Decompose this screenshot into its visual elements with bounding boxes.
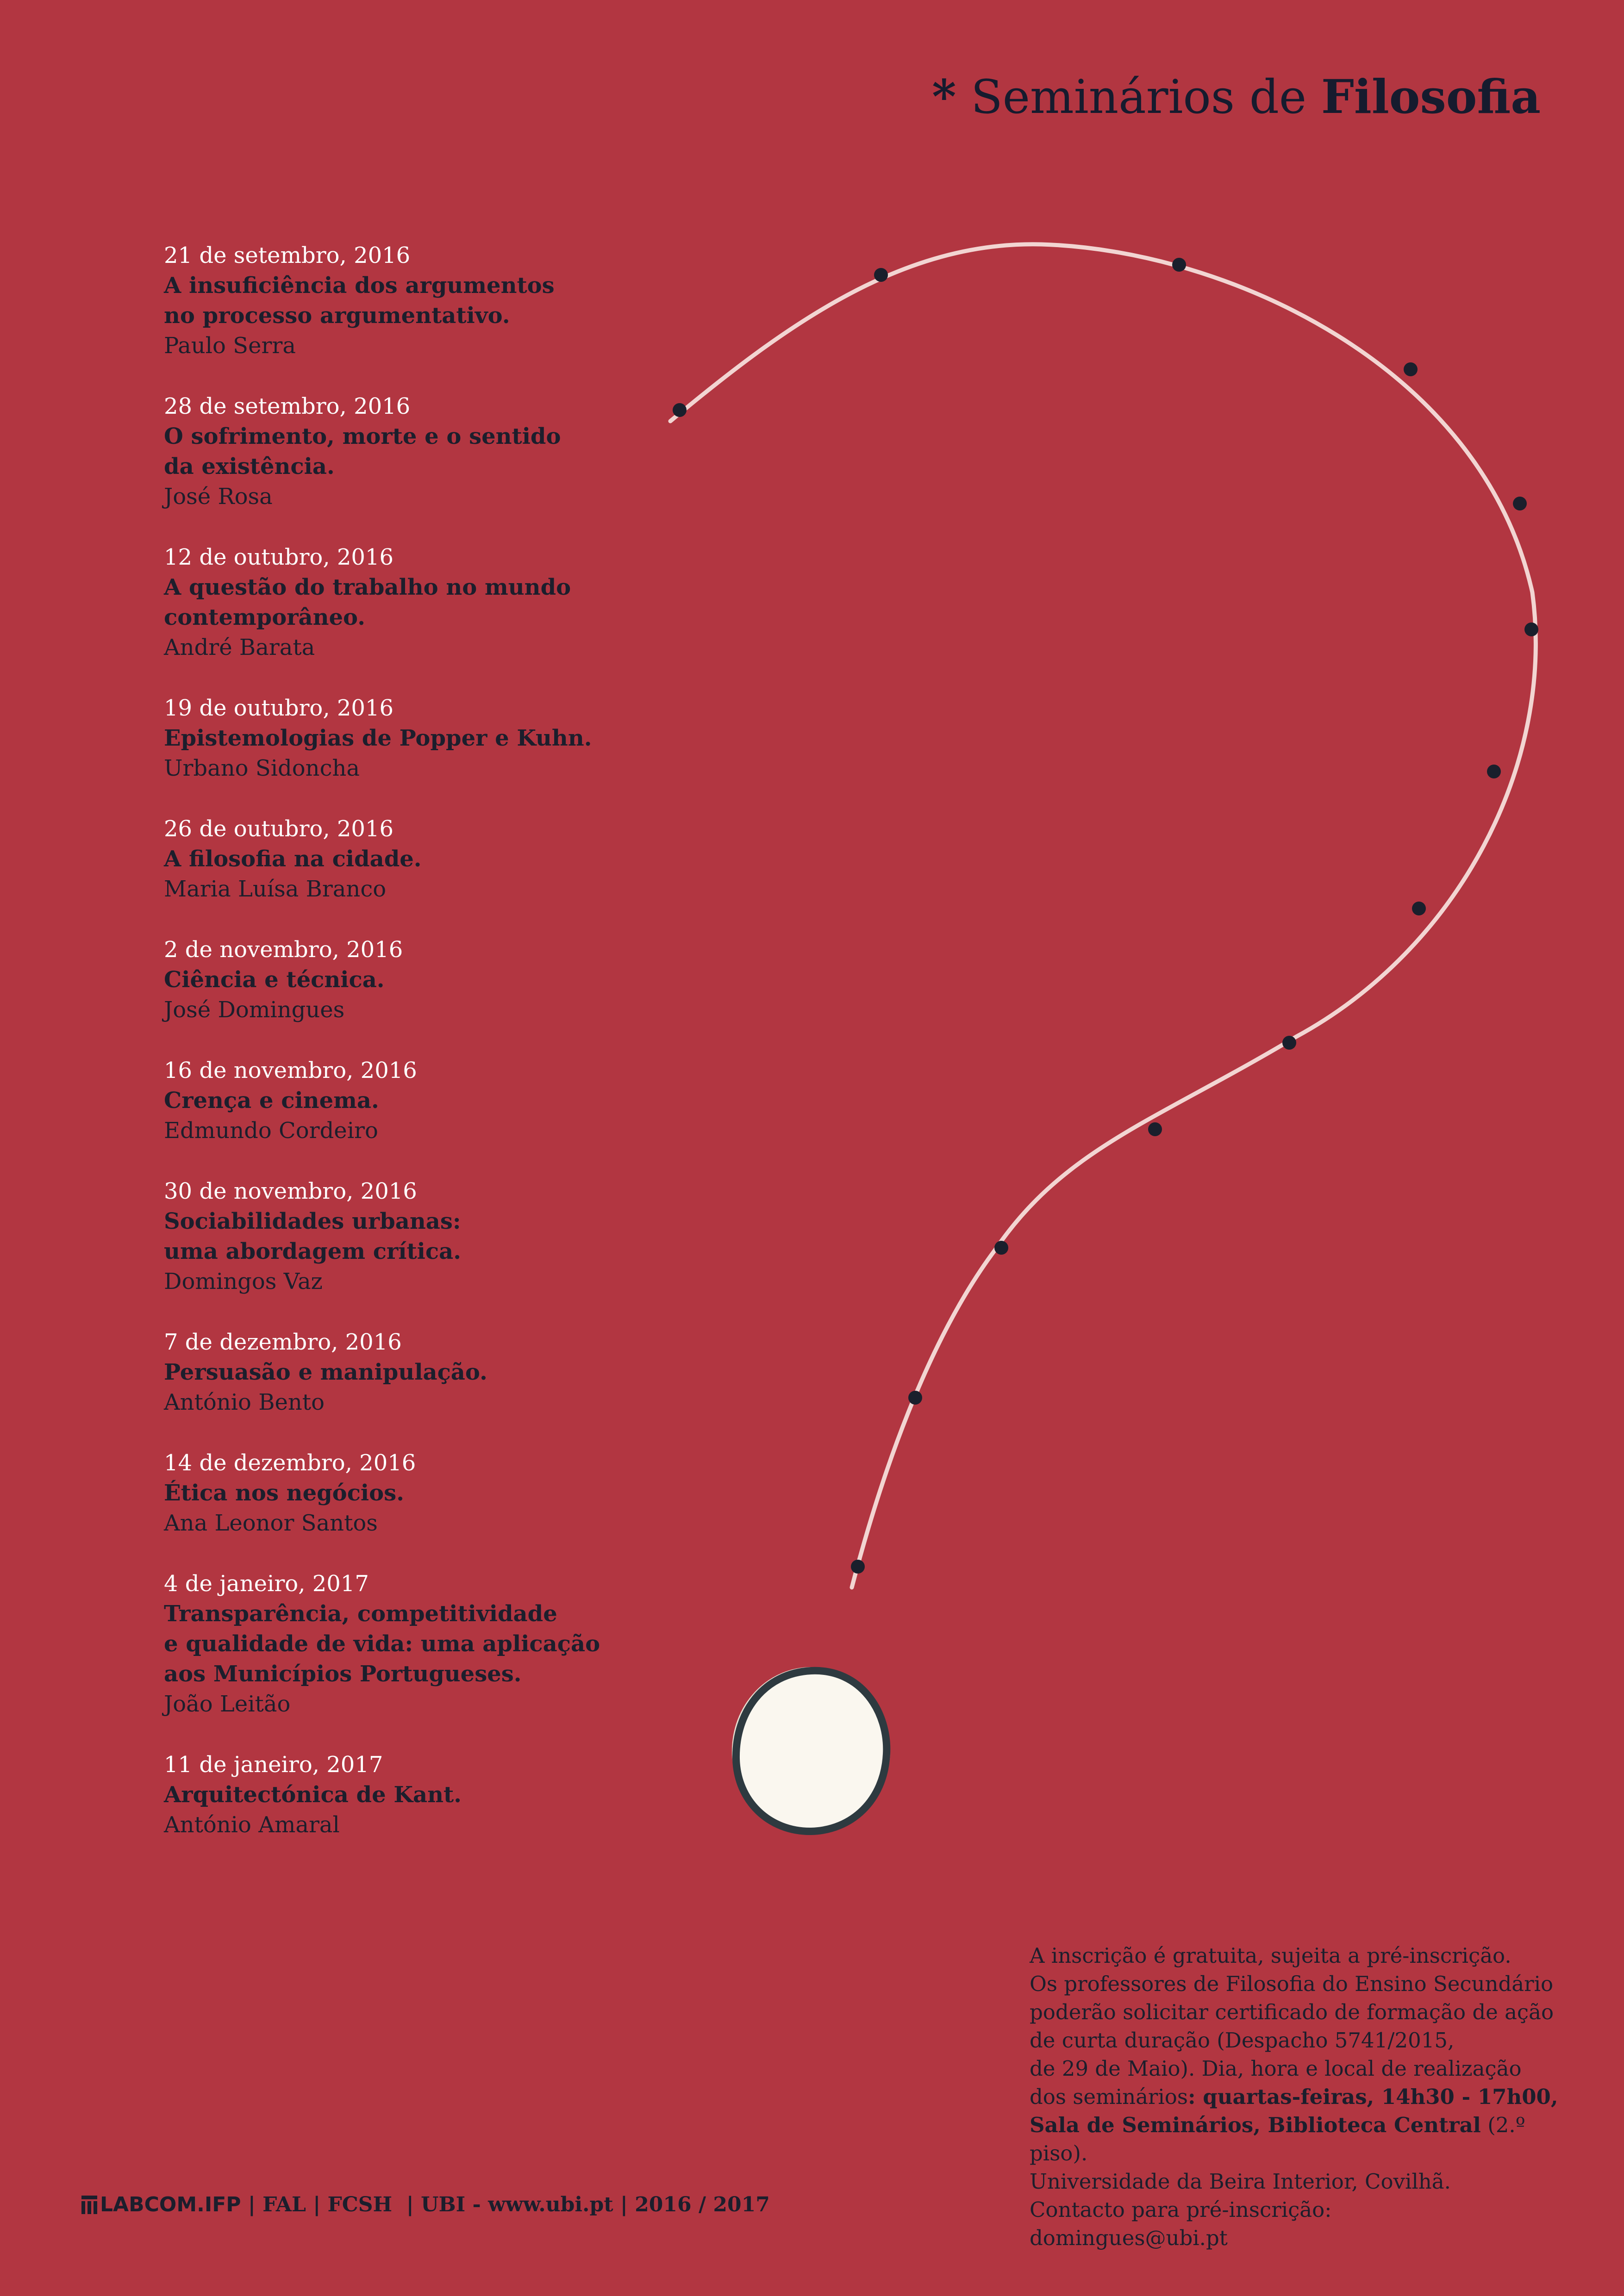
- seminar-speaker: António Amaral: [164, 1812, 340, 1838]
- seminar-speaker: Edmundo Cordeiro: [164, 1118, 378, 1144]
- curve-dot: [1524, 622, 1538, 636]
- seminar-date: 26 de outubro, 2016: [164, 816, 394, 842]
- labcom-logo-icon: [81, 2196, 97, 2214]
- seminar-title: Arquitectónica de Kant.: [164, 1782, 462, 1808]
- seminar-title: Ciência e técnica.: [164, 967, 385, 993]
- seminar-speaker: José Rosa: [164, 484, 273, 510]
- info-schedule: : quartas-feiras, 14h30 - 17h00,: [1187, 2084, 1558, 2109]
- seminar-title: A filosofia na cidade.: [164, 846, 422, 872]
- seminar-title: A insuficiência dos argumentos no processo argumentativo.: [164, 273, 555, 329]
- seminar-speaker: Domingos Vaz: [164, 1269, 323, 1294]
- registration-info: [1030, 1941, 1576, 2252]
- question-mark-dot: [733, 1668, 889, 1833]
- labcom-logo-text: LABCOM.IFP: [100, 2193, 241, 2216]
- seminar-title: Sociabilidades urbanas: uma abordagem crítica.: [164, 1208, 461, 1264]
- seminar-title: Transparência, competitividade e qualidade de vida: uma aplicação aos Municípios Portugueses.: [164, 1601, 600, 1687]
- asterisk: *: [932, 69, 956, 124]
- info-line: de curta duração (Despacho 5741/2015,: [1030, 2028, 1455, 2053]
- seminar-date: 14 de dezembro, 2016: [164, 1450, 416, 1476]
- curve-dot: [1282, 1036, 1296, 1050]
- seminar-date: 4 de janeiro, 2017: [164, 1571, 369, 1597]
- curve-dot: [994, 1241, 1008, 1255]
- info-line: de 29 de Maio). Dia, hora e local de realização: [1030, 2056, 1522, 2081]
- info-line: poderão solicitar certificado de formação de ação: [1030, 2000, 1554, 2024]
- seminar-date: 12 de outubro, 2016: [164, 544, 394, 570]
- seminar-title: Persuasão e manipulação.: [164, 1359, 487, 1385]
- footer-credits: | FAL | FCSH | UBI - www.ubi.pt | 2016 / 2017: [241, 2193, 770, 2216]
- seminar-date: 7 de dezembro, 2016: [164, 1329, 402, 1355]
- seminar-date: 30 de novembro, 2016: [164, 1178, 417, 1204]
- seminar-speaker: André Barata: [164, 635, 315, 660]
- info-line: Contacto para pré-inscrição:: [1030, 2197, 1332, 2222]
- curve-dot: [1172, 258, 1186, 272]
- seminar-speaker: José Domingues: [164, 997, 345, 1023]
- curve-dot: [1487, 765, 1501, 778]
- seminar-title: Ética nos negócios.: [164, 1480, 404, 1506]
- seminar-speaker: Urbano Sidoncha: [164, 755, 360, 781]
- info-line: [1030, 2111, 1576, 2167]
- title-bold: Filosofia: [1321, 69, 1541, 124]
- title-prefix: Seminários de: [971, 70, 1307, 124]
- seminar-date: 2 de novembro, 2016: [164, 937, 403, 963]
- seminar-date: 16 de novembro, 2016: [164, 1058, 417, 1083]
- info-line: A inscrição é gratuita, sujeita a pré-inscrição.: [1030, 1943, 1512, 1968]
- footer: [81, 2193, 770, 2216]
- curve-dot: [908, 1391, 922, 1405]
- info-floor: (2.º piso).: [1030, 2113, 1525, 2165]
- info-text: dos seminários: [1030, 2084, 1188, 2109]
- seminar-title: O sofrimento, morte e o sentido da existência.: [164, 423, 561, 479]
- seminar-date: 11 de janeiro, 2017: [164, 1752, 383, 1778]
- seminar-speaker: Paulo Serra: [164, 333, 296, 359]
- info-line: Os professores de Filosofia do Ensino Secundário: [1030, 1972, 1554, 1996]
- info-line: Universidade da Beira Interior, Covilhã.: [1030, 2169, 1451, 2194]
- seminar-speaker: Ana Leonor Santos: [164, 1510, 378, 1536]
- contact-email: domingues@ubi.pt: [1030, 2226, 1228, 2250]
- seminar-title: A questão do trabalho no mundo contemporâneo.: [164, 574, 571, 630]
- seminar-speaker: António Bento: [164, 1389, 325, 1415]
- curve-dot: [851, 1560, 865, 1574]
- seminar-date: 21 de setembro, 2016: [164, 243, 411, 268]
- curve-dot: [1412, 902, 1426, 915]
- curve-dot: [874, 268, 888, 282]
- seminar-date: 28 de setembro, 2016: [164, 393, 411, 419]
- info-venue: Sala de Seminários, Biblioteca Central: [1030, 2113, 1481, 2137]
- curve-dot: [673, 403, 687, 417]
- seminar-speaker: Maria Luísa Branco: [164, 876, 387, 902]
- info-line: [1030, 2083, 1576, 2111]
- seminar-title: Epistemologias de Popper e Kuhn.: [164, 725, 592, 751]
- seminar-speaker: João Leitão: [164, 1691, 291, 1717]
- seminar-date: 19 de outubro, 2016: [164, 695, 394, 721]
- curve-dot: [1404, 362, 1418, 376]
- curve-dot: [1148, 1122, 1162, 1136]
- question-mark-curve: [670, 244, 1536, 1587]
- curve-dot: [1513, 497, 1527, 510]
- curve-dots: [673, 258, 1538, 1574]
- seminar-title: Crença e cinema.: [164, 1088, 379, 1114]
